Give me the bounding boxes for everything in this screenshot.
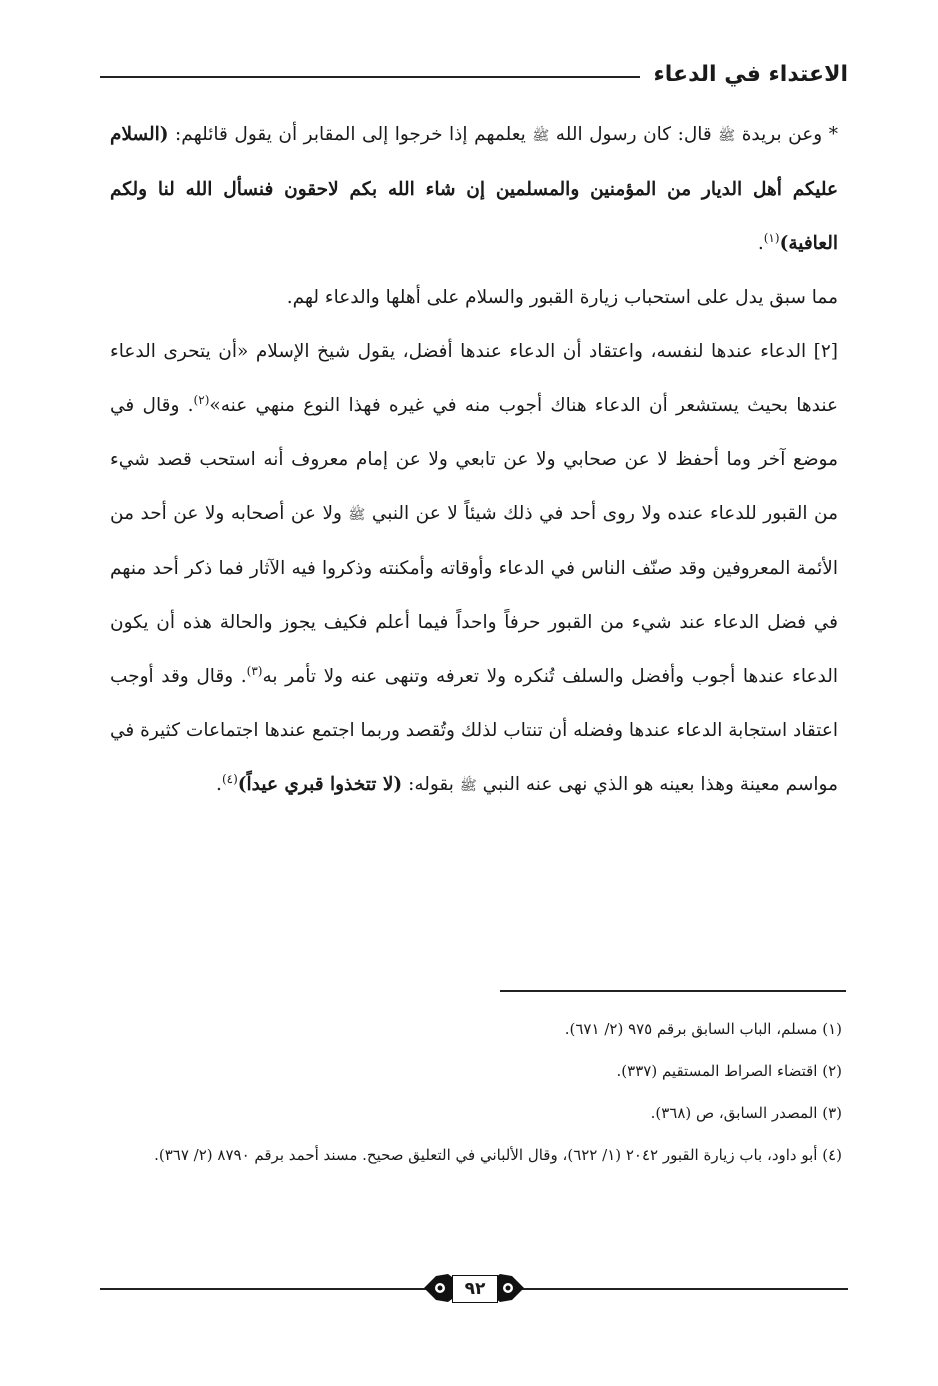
text-run: يعلمهم إذا خرجوا إلى المقابر أن يقول قائلهم: [168, 124, 533, 145]
paragraph-3 [110, 325, 838, 813]
text-run: . وقال وقد أوجب اعتقاد استجابة الدعاء عندها وفضله أن تنتاب لذلك وتُقصد وربما اجتمع عندها اجتماعات كثيرة في مواسم معينة وهذا بعينه هو الذي نهى عنه النبي [110, 666, 838, 795]
footnote-separator [500, 990, 846, 992]
hadith-quote: (لا تتخذوا قبري عيداً) [237, 774, 403, 795]
paragraph-2: مما سبق يدل على استحباب زيارة القبور والسلام على أهلها والدعاء لهم. [286, 287, 838, 308]
text-run: . وقال في موضع آخر وما أحفظ لا عن صحابي ولا عن تابعي ولا عن إمام معروف أنه استحب قصد شيء من القبور للدعاء عنده ولا روى أحد في ذلك شيئاً لا عن النبي [110, 395, 838, 524]
footnote-ref[interactable]: (٢) [193, 392, 210, 407]
honorific-symbol: ﷺ [718, 128, 736, 144]
footnote: (١) مسلم، الباب السابق برقم ٩٧٥ (٢/ ٦٧١). [564, 1020, 842, 1038]
footnote-ref[interactable]: (٤) [221, 771, 238, 786]
text-run: . [757, 233, 764, 254]
header-title: الاعتداء في الدعاء [640, 58, 848, 92]
main-text [110, 108, 838, 813]
text-run: بقوله: [402, 774, 460, 795]
text-run: [٢] الدعاء عندها لنفسه، واعتقاد أن الدعاء عندها أفضل، يقول شيخ الإسلام «أن يتحرى الدعاء عندها بحيث يستشعر أن الدعاء هناك أجوب منه في غيره فهذا النوع منهي عنه» [110, 341, 838, 416]
honorific-symbol: ﷺ [532, 128, 550, 144]
hadith-quote: (السلام عليكم أهل الديار من المؤمنين والمسلمين إن شاء الله بكم لاحقون فنسأل الله لنا ولكم العافية) [110, 124, 838, 254]
paragraph-1 [110, 108, 838, 271]
footnote-ref[interactable]: (٣) [246, 663, 263, 678]
text-run: * وعن بريدة [735, 124, 838, 145]
footnote: (٤) أبو داود، باب زيارة القبور ٢٠٤٢ (١/ ٦٢٢)، وقال الألباني في التعليق صحيح. مسند أحمد برقم ٨٧٩٠ (٢/ ٣٦٧). [154, 1146, 842, 1164]
honorific-symbol: ﷺ [348, 507, 366, 523]
text-run: . [216, 774, 222, 795]
footnote: (٣) المصدر السابق، ص (٣٦٨). [650, 1104, 842, 1122]
footnote-ref[interactable]: (١) [763, 230, 780, 245]
running-header [100, 58, 848, 92]
honorific-symbol: ﷺ [459, 778, 477, 794]
page-number: ٩٢ [452, 1275, 498, 1303]
page-number-ornament [422, 1270, 526, 1306]
text-run: ولا عن أصحابه ولا عن أحد من الأئمة المعروفين وقد صنّف الناس في الدعاء وأوقاته وأمكنته وذكروا فيه الآثار فما ذكر أحد منهم في فضل الدعاء عند شيء من القبور حرفاً واحداً فيما أعلم فكيف يجوز والحالة هذه أن يكون الدعاء عندها أجوب وأفضل والسلف تُنكره ولا تعرفه وتنهى عنه ولا تأمر به [110, 503, 838, 687]
page-footer [100, 1270, 848, 1306]
text-run: قال: كان رسول الله [549, 124, 719, 145]
footnote: (٢) اقتضاء الصراط المستقيم (٣٣٧). [616, 1062, 842, 1080]
footnotes [108, 1008, 842, 1176]
